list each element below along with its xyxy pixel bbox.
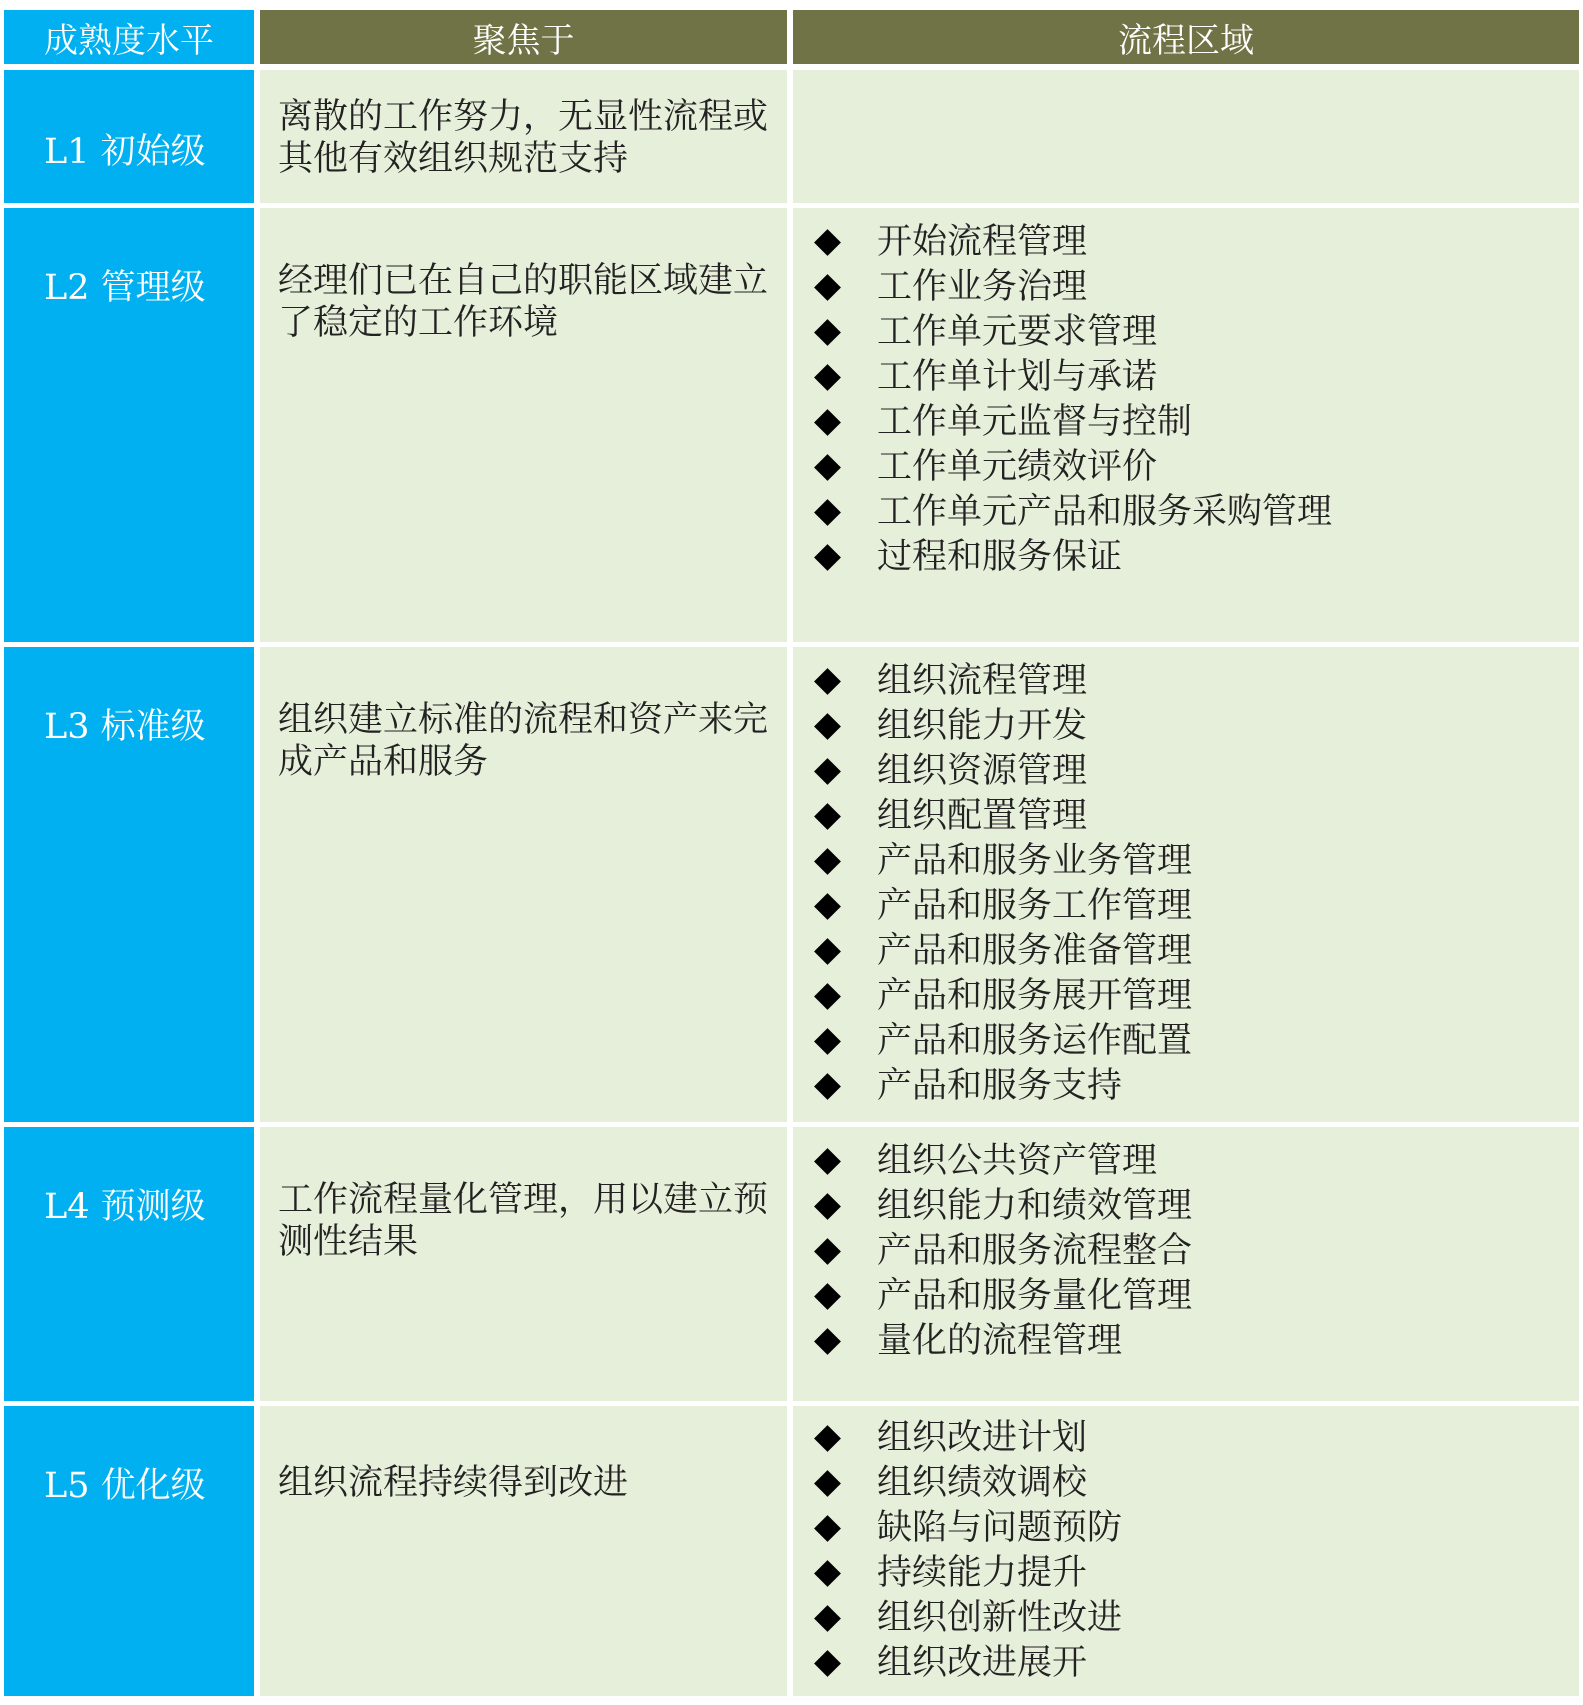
process-area-label: 工作单元产品和服务采购管理: [877, 492, 1333, 532]
process-area-item: [809, 1229, 1192, 1274]
focus-description: 组织流程持续得到改进: [278, 1463, 629, 1503]
process-area-item: [809, 445, 1332, 490]
process-area-item: [809, 1274, 1192, 1319]
diamond-bullet-icon: [809, 1596, 843, 1641]
level-cell: [4, 208, 254, 642]
diamond-bullet-icon: [809, 1064, 843, 1109]
process-area-label: 产品和服务业务管理: [877, 841, 1193, 881]
process-area-label: 开始流程管理: [877, 222, 1088, 262]
focus-cell: [260, 1406, 787, 1696]
process-area-item: [809, 1319, 1192, 1364]
level-label: L4 预测级: [44, 1187, 206, 1227]
diamond-bullet-icon: [809, 535, 843, 580]
diamond-bullet-icon: [809, 1229, 843, 1274]
diamond-bullet-icon: [809, 355, 843, 400]
header-level-cell: [4, 10, 254, 64]
focus-description: 离散的工作努力，无显性流程或其他有效组织规范支持: [278, 97, 769, 179]
process-area-label: 组织配置管理: [877, 796, 1088, 836]
process-area-item: [809, 1184, 1192, 1229]
process-area-item: [809, 659, 1192, 704]
diamond-bullet-icon: [809, 1139, 843, 1184]
diamond-bullet-icon: [809, 839, 843, 884]
level-cell: [4, 70, 254, 203]
process-area-label: 组织创新性改进: [877, 1598, 1123, 1638]
process-area-label: 工作单计划与承诺: [877, 357, 1158, 397]
process-area-label: 组织能力开发: [877, 706, 1088, 746]
process-area-label: 组织流程管理: [877, 661, 1088, 701]
process-area-cell: [793, 1406, 1579, 1696]
diamond-bullet-icon: [809, 1019, 843, 1064]
diamond-bullet-icon: [809, 310, 843, 355]
process-area-cell: [793, 647, 1579, 1122]
process-area-list: [809, 1139, 1192, 1364]
process-area-label: 组织能力和绩效管理: [877, 1186, 1193, 1226]
diamond-bullet-icon: [809, 1461, 843, 1506]
process-area-label: 过程和服务保证: [877, 537, 1123, 577]
diamond-bullet-icon: [809, 445, 843, 490]
process-area-label: 产品和服务展开管理: [877, 976, 1193, 1016]
focus-description: 组织建立标准的流程和资产来完成产品和服务: [278, 700, 769, 782]
process-area-label: 组织公共资产管理: [877, 1141, 1158, 1181]
diamond-bullet-icon: [809, 1416, 843, 1461]
level-cell: [4, 1406, 254, 1696]
process-area-item: [809, 1139, 1192, 1184]
process-area-item: [809, 400, 1332, 445]
focus-cell: [260, 647, 787, 1122]
process-area-item: [809, 535, 1332, 580]
process-area-label: 工作单元要求管理: [877, 312, 1158, 352]
process-area-item: [809, 220, 1332, 265]
process-area-item: [809, 1551, 1122, 1596]
process-area-item: [809, 704, 1192, 749]
diamond-bullet-icon: [809, 884, 843, 929]
process-area-item: [809, 1641, 1122, 1686]
process-area-cell: [793, 70, 1579, 203]
diamond-bullet-icon: [809, 1506, 843, 1551]
process-area-label: 工作单元监督与控制: [877, 402, 1193, 442]
process-area-label: 组织资源管理: [877, 751, 1088, 791]
process-area-label: 产品和服务运作配置: [877, 1021, 1193, 1061]
process-area-item: [809, 265, 1332, 310]
level-cell: [4, 1127, 254, 1401]
process-area-label: 量化的流程管理: [877, 1321, 1123, 1361]
focus-cell: [260, 1127, 787, 1401]
process-area-list: [809, 220, 1332, 580]
level-label: L1 初始级: [44, 132, 206, 172]
header-focus-label: 聚焦于: [472, 20, 575, 61]
process-area-item: [809, 1461, 1122, 1506]
diamond-bullet-icon: [809, 265, 843, 310]
process-area-label: 产品和服务量化管理: [877, 1276, 1193, 1316]
process-area-item: [809, 1019, 1192, 1064]
level-label: L2 管理级: [44, 268, 206, 308]
level-cell: [4, 647, 254, 1122]
header-process-area-label: 流程区域: [1118, 20, 1254, 61]
process-area-list: [809, 659, 1192, 1109]
diamond-bullet-icon: [809, 400, 843, 445]
diamond-bullet-icon: [809, 749, 843, 794]
process-area-label: 工作业务治理: [877, 267, 1088, 307]
diamond-bullet-icon: [809, 1319, 843, 1364]
process-area-item: [809, 355, 1332, 400]
process-area-item: [809, 749, 1192, 794]
level-label: L3 标准级: [44, 707, 206, 747]
diamond-bullet-icon: [809, 220, 843, 265]
process-area-label: 产品和服务工作管理: [877, 886, 1193, 926]
diamond-bullet-icon: [809, 659, 843, 704]
process-area-cell: [793, 208, 1579, 642]
header-process-area-cell: [793, 10, 1579, 64]
process-area-item: [809, 490, 1332, 535]
header-focus-cell: [260, 10, 787, 64]
process-area-item: [809, 1506, 1122, 1551]
process-area-item: [809, 1416, 1122, 1461]
diamond-bullet-icon: [809, 704, 843, 749]
diamond-bullet-icon: [809, 929, 843, 974]
process-area-item: [809, 974, 1192, 1019]
diamond-bullet-icon: [809, 974, 843, 1019]
process-area-item: [809, 839, 1192, 884]
process-area-item: [809, 929, 1192, 974]
focus-cell: [260, 70, 787, 203]
process-area-label: 工作单元绩效评价: [877, 447, 1158, 487]
diamond-bullet-icon: [809, 1184, 843, 1229]
process-area-label: 缺陷与问题预防: [877, 1508, 1123, 1548]
level-label: L5 优化级: [44, 1466, 206, 1506]
diamond-bullet-icon: [809, 1274, 843, 1319]
diamond-bullet-icon: [809, 1641, 843, 1686]
process-area-label: 组织绩效调校: [877, 1463, 1088, 1503]
process-area-list: [809, 1416, 1122, 1686]
process-area-item: [809, 794, 1192, 839]
diamond-bullet-icon: [809, 794, 843, 839]
header-level-label: 成熟度水平: [44, 20, 214, 61]
process-area-label: 组织改进展开: [877, 1643, 1088, 1683]
process-area-label: 产品和服务支持: [877, 1066, 1123, 1106]
process-area-item: [809, 1064, 1192, 1109]
focus-description: 经理们已在自己的职能区域建立了稳定的工作环境: [278, 261, 769, 343]
process-area-label: 产品和服务流程整合: [877, 1231, 1193, 1271]
process-area-item: [809, 310, 1332, 355]
diamond-bullet-icon: [809, 1551, 843, 1596]
process-area-item: [809, 884, 1192, 929]
process-area-cell: [793, 1127, 1579, 1401]
focus-cell: [260, 208, 787, 642]
process-area-label: 持续能力提升: [877, 1553, 1088, 1593]
diamond-bullet-icon: [809, 490, 843, 535]
focus-description: 工作流程量化管理，用以建立预测性结果: [278, 1180, 769, 1262]
process-area-label: 产品和服务准备管理: [877, 931, 1193, 971]
maturity-level-table: [4, 10, 1579, 1696]
process-area-item: [809, 1596, 1122, 1641]
process-area-label: 组织改进计划: [877, 1418, 1088, 1458]
